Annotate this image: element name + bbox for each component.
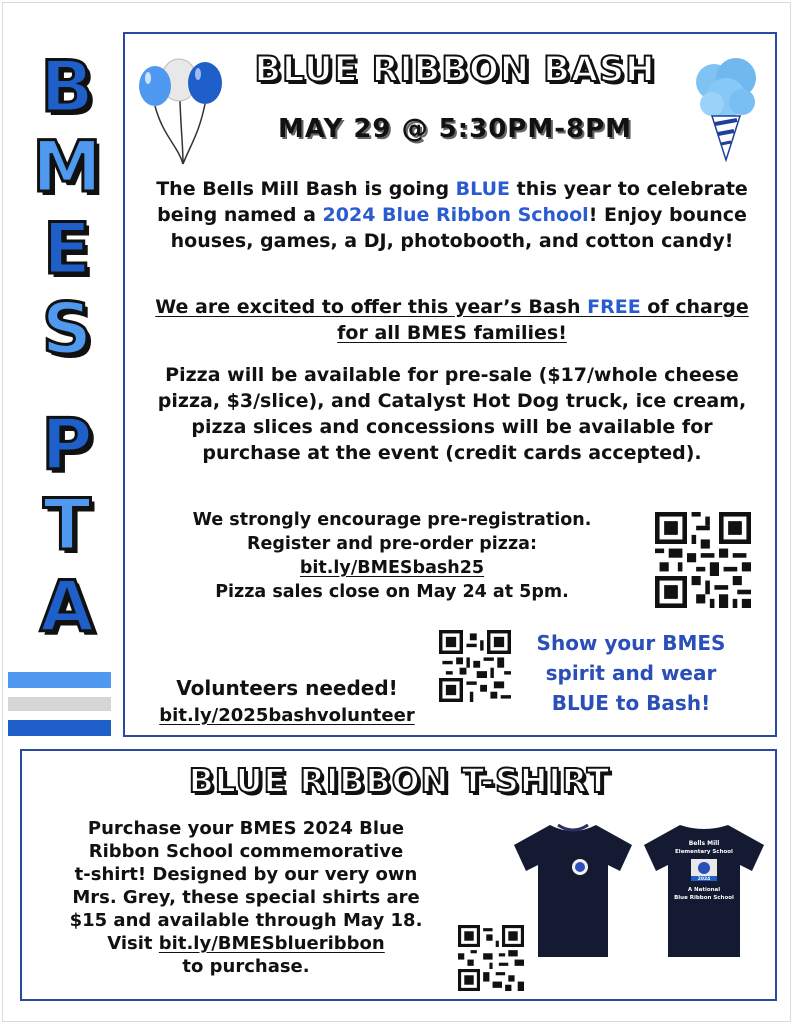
shirt-back-line-1: Bells Mill xyxy=(688,840,720,847)
tshirt-description xyxy=(26,817,466,978)
volunteer-link[interactable]: bit.ly/2025bashvolunteer xyxy=(159,705,415,726)
tshirt-back-image xyxy=(640,821,768,961)
register-line-4: Pizza sales close on May 24 at 5pm. xyxy=(215,582,569,602)
tshirt-visit-label: Visit xyxy=(107,933,159,954)
tshirt-line-4: Mrs. Grey, these special shirts are xyxy=(72,887,420,908)
shirt-back-line-2: Elementary School xyxy=(675,849,733,855)
banner-letter-a: A xyxy=(39,566,95,648)
spirit-line-3: BLUE to Bash! xyxy=(551,691,711,715)
tshirt-box xyxy=(20,749,777,1001)
intro-blue-word: BLUE xyxy=(455,178,510,200)
event-title: BLUE RIBBON BASH xyxy=(254,50,656,90)
intro-text-3: ! Enjoy bounce houses, games, a DJ, photobooth, and cotton candy! xyxy=(170,204,747,252)
free-text-1: We are excited to offer this year’s Bash xyxy=(155,296,588,318)
tshirt-line-1: Purchase your BMES 2024 Blue xyxy=(87,818,405,839)
balloons-icon xyxy=(133,56,228,168)
banner-letter-b: B xyxy=(40,46,94,128)
register-line-1: We strongly encourage pre-registration. xyxy=(192,510,592,530)
event-intro xyxy=(145,176,759,254)
stripe-gray xyxy=(8,697,111,711)
intro-text-2: this year to celebrate being named a xyxy=(157,178,748,226)
spirit-callout xyxy=(519,628,743,718)
tshirt-title: BLUE RIBBON T-SHIRT xyxy=(188,761,611,800)
free-text-2: of charge for all BMES families! xyxy=(337,296,749,344)
stripe-light-blue xyxy=(8,672,111,688)
intro-text-1: The Bells Mill Bash is going xyxy=(156,178,456,200)
event-date: MAY 29 @ 5:30PM-8PM xyxy=(277,114,633,144)
register-block xyxy=(137,508,647,604)
banner-letter-p: P xyxy=(41,404,93,486)
stripe-dark-blue xyxy=(8,720,111,736)
spirit-line-1: Show your BMES xyxy=(536,631,726,655)
banner-letter-m: M xyxy=(32,126,102,208)
banner-letter-t: T xyxy=(43,484,91,566)
volunteer-block xyxy=(137,674,437,730)
shirt-back-line-3: A National xyxy=(687,887,721,893)
register-line-2: Register and pre-order pizza: xyxy=(247,534,537,554)
tshirt-link[interactable]: bit.ly/BMESblueribbon xyxy=(158,933,385,954)
event-box xyxy=(123,32,777,737)
tshirt-front-image xyxy=(510,821,636,961)
qr-code-volunteer[interactable] xyxy=(439,630,511,702)
free-notice xyxy=(145,294,759,346)
qr-code-register[interactable] xyxy=(655,512,751,608)
banner-letter-s: S xyxy=(41,288,93,370)
free-blue-word: FREE xyxy=(587,296,641,318)
cotton-candy-icon xyxy=(690,52,762,162)
register-link[interactable]: bit.ly/BMESbash25 xyxy=(299,558,485,578)
tshirt-line-3: t-shirt! Designed by our very own xyxy=(74,864,418,885)
pizza-info: Pizza will be available for pre-sale ($17/whole cheese pizza, $3/slice), and Catalyst Hot Dog truck, ice cream, pizza slices and concessions will be available for purchase at the event (credit cards accepted). xyxy=(157,364,747,464)
tshirt-line-7: to purchase. xyxy=(182,956,310,977)
shirt-back-line-4: Blue Ribbon School xyxy=(674,895,734,901)
shirt-back-year: 2024 xyxy=(697,877,711,882)
banner-letter-e: E xyxy=(43,208,91,290)
intro-blue-ribbon: 2024 Blue Ribbon School xyxy=(322,204,589,226)
tshirt-line-5: $15 and available through May 18. xyxy=(69,910,423,931)
tshirt-line-2: Ribbon School commemorative xyxy=(88,841,404,862)
spirit-line-2: spirit and wear xyxy=(545,661,717,685)
volunteer-heading: Volunteers needed! xyxy=(176,676,398,700)
